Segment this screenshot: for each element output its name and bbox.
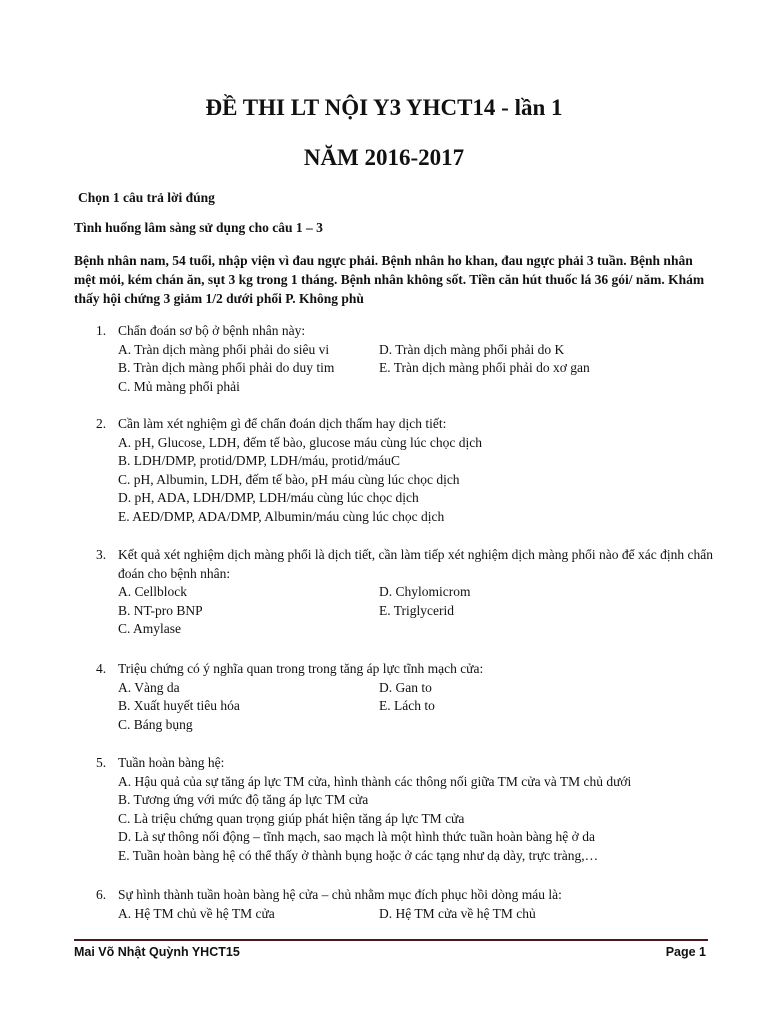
options <box>118 905 716 924</box>
question-text: Tuần hoàn bàng hệ: <box>118 755 225 770</box>
question-4 <box>96 660 716 734</box>
option-e: E. Tuần hoàn bàng hệ có thể thấy ở thành bụng hoặc ở các tạng như dạ dày, trực tràng,… <box>118 847 599 863</box>
option-d: D. Hệ TM cửa về hệ TM chủ <box>379 905 536 921</box>
option-c: C. pH, Albumin, LDH, đếm tế bào, pH máu cùng lúc chọc dịch <box>118 471 460 487</box>
question-text: Cần làm xét nghiệm gì để chẩn đoán dịch thấm hay dịch tiết: <box>118 416 447 431</box>
question-2 <box>96 415 716 526</box>
question-1 <box>96 322 716 396</box>
option-e: E. Lách to <box>379 698 435 713</box>
option-b: B. LDH/DMP, protid/DMP, LDH/máu, protid/máuC <box>118 453 401 468</box>
question-text: Chẩn đoán sơ bộ ở bệnh nhân này: <box>118 323 306 338</box>
page-subtitle-year: NĂM 2016-2017 <box>303 145 465 170</box>
option-a: A. Tràn dịch màng phổi phải do siêu vi <box>118 341 330 357</box>
option-a: A. pH, Glucose, LDH, đếm tế bào, glucose máu cùng lúc chọc dịch <box>118 434 483 450</box>
question-text: Sự hình thành tuần hoàn bàng hệ cửa – chủ nhằm mục đích phục hồi dòng máu là: <box>118 887 562 902</box>
option-b: B. Tràn dịch màng phổi phải do duy tim <box>118 360 335 375</box>
option-a: A. Cellblock <box>118 584 187 599</box>
options <box>118 434 716 527</box>
option-d: D. Gan to <box>379 679 432 695</box>
instruction-text: Chọn 1 câu trả lời đúng <box>78 190 215 205</box>
question-6 <box>96 886 716 923</box>
option-b: B. NT-pro BNP <box>118 602 203 618</box>
option-d: D. Tràn dịch màng phổi phải do K <box>379 341 565 357</box>
question-number: 5. <box>96 755 107 770</box>
question-number: 2. <box>96 416 107 431</box>
option-a: A. Hệ TM chủ về hệ TM cửa <box>118 905 275 921</box>
page-title: ĐỀ THI LT NỘI Y3 YHCT14 - lần 1 <box>205 95 563 120</box>
option-d: D. Chylomicrom <box>379 584 471 599</box>
question-3 <box>96 546 716 639</box>
options <box>118 773 716 866</box>
question-text: Kết quả xét nghiệm dịch màng phổi là dịch tiết, cần làm tiếp xét nghiệm dịch màng phổi nào để xác định chẩn đoán cho bệnh nhân: <box>118 547 713 581</box>
option-b: B. Tương ứng với mức độ tăng áp lực TM cửa <box>118 792 369 807</box>
option-b: B. Xuất huyết tiêu hóa <box>118 698 240 713</box>
footer-author: Mai Võ Nhật Quỳnh YHCT15 <box>74 945 240 959</box>
options <box>118 341 716 397</box>
option-a: A. Hậu quả của sự tăng áp lực TM cửa, hình thành các thông nối giữa TM cửa và TM chủ dưới <box>118 773 632 789</box>
footer-divider <box>74 939 708 941</box>
case-intro: Tình huống lâm sàng sử dụng cho câu 1 – 3 <box>74 220 323 235</box>
case-text: Bệnh nhân nam, 54 tuổi, nhập viện vì đau ngực phải. Bệnh nhân ho khan, đau ngực phải 3 tuần. Bệnh nhân mệt mỏi, kém chán ăn, sụt 3 kg trong 1 tháng. Bệnh nhân không sốt. Tiền căn hút thuốc lá 36 gói/ năm. Khám thấy hội chứng 3 giảm 1/2 dưới phổi P. Không phù <box>74 253 705 306</box>
option-c: C. Báng bụng <box>118 716 193 732</box>
footer-page-number: Page 1 <box>665 945 706 959</box>
option-a: A. Vàng da <box>118 679 180 695</box>
options <box>118 679 716 735</box>
question-number: 1. <box>96 323 107 338</box>
option-d: D. Là sự thông nối động – tĩnh mạch, sao mạch là một hình thức tuần hoàn bàng hệ ở da <box>118 829 595 844</box>
question-number: 4. <box>96 661 107 676</box>
option-e: E. AED/DMP, ADA/DMP, Albumin/máu cùng lúc chọc dịch <box>118 508 445 524</box>
question-number: 6. <box>96 887 107 902</box>
option-c: C. Mủ màng phổi phải <box>118 378 240 394</box>
options <box>118 583 716 639</box>
question-text: Triệu chứng có ý nghĩa quan trong trong tăng áp lực tĩnh mạch cửa: <box>118 661 484 676</box>
option-c: C. Là triệu chứng quan trọng giúp phát hiện tăng áp lực TM cửa <box>118 810 465 826</box>
option-c: C. Amylase <box>118 621 181 636</box>
option-e: E. Triglycerid <box>379 602 455 618</box>
option-e: E. Tràn dịch màng phổi phải do xơ gan <box>379 360 590 375</box>
question-number: 3. <box>96 547 107 562</box>
question-5 <box>96 754 716 865</box>
option-d: D. pH, ADA, LDH/DMP, LDH/máu cùng lúc chọc dịch <box>118 490 419 505</box>
